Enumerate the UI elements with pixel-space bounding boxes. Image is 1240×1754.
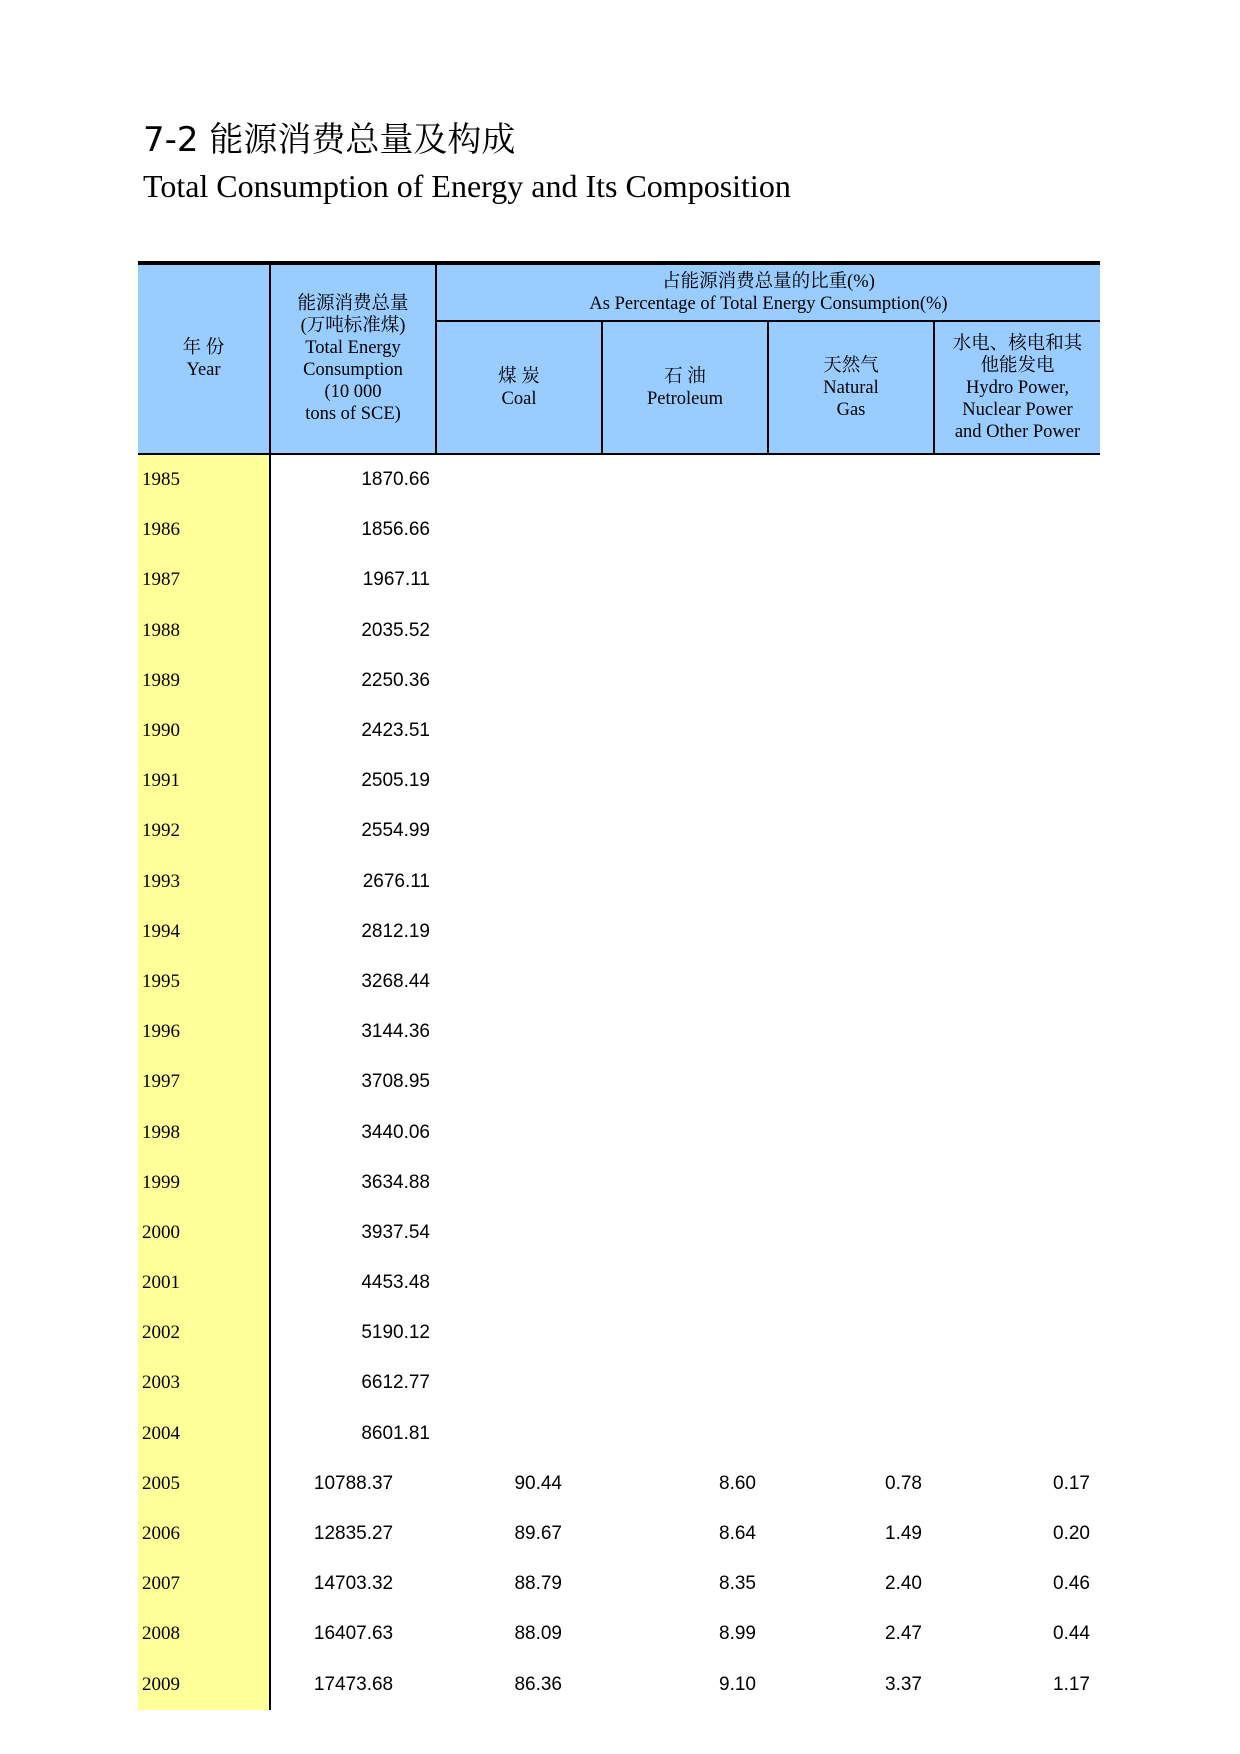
table-row: [138, 1459, 1100, 1509]
natural-gas-cell: 2.47: [885, 1623, 922, 1645]
header-coal: [436, 321, 602, 454]
petroleum-cell: [602, 706, 768, 756]
petroleum-cell: [602, 555, 768, 605]
header-total-line: Total Energy: [305, 338, 401, 358]
year-cell: 1995: [138, 957, 270, 1007]
header-petroleum-cn: 石 油: [664, 366, 706, 387]
total-energy-cell: 6612.77: [361, 1372, 430, 1394]
total-energy-cell: 16407.63: [313, 1623, 394, 1645]
table-row: [138, 454, 1100, 505]
year-cell: 1988: [138, 606, 270, 656]
year-cell: 2004: [138, 1409, 270, 1459]
petroleum-cell: [602, 1409, 768, 1459]
header-gas-line: Gas: [836, 399, 866, 420]
natural-gas-cell: [768, 857, 934, 907]
year-cell: 2000: [138, 1208, 270, 1258]
hydro-nuclear-cell: [934, 1107, 1100, 1157]
coal-cell: [436, 756, 602, 806]
coal-cell: [436, 1258, 602, 1308]
petroleum-cell: [602, 957, 768, 1007]
header-hydro-line: 水电、核电和其: [952, 333, 1083, 354]
petroleum-cell: [602, 656, 768, 706]
coal-cell: [436, 1107, 602, 1157]
natural-gas-cell: [768, 1308, 934, 1358]
table-row: [138, 1609, 1100, 1659]
petroleum-cell: [602, 1107, 768, 1157]
petroleum-cell: [602, 454, 768, 505]
natural-gas-cell: [768, 957, 934, 1007]
hydro-nuclear-cell: [934, 656, 1100, 706]
table-row: [138, 756, 1100, 806]
coal-cell: [436, 1158, 602, 1208]
hydro-nuclear-cell: [934, 907, 1100, 957]
table-row: [138, 1308, 1100, 1358]
hydro-nuclear-cell: 0.46: [1053, 1573, 1090, 1595]
header-hydro-line: Hydro Power,: [965, 377, 1070, 398]
year-cell: 1999: [138, 1158, 270, 1208]
coal-cell: [436, 857, 602, 907]
year-cell: 1993: [138, 857, 270, 907]
coal-cell: 88.79: [514, 1573, 562, 1595]
petroleum-cell: [602, 1057, 768, 1107]
header-total-line: Consumption: [303, 360, 403, 380]
header-year-cn: 年 份: [182, 338, 225, 358]
year-cell: 2002: [138, 1308, 270, 1358]
petroleum-cell: 9.10: [719, 1673, 756, 1695]
hydro-nuclear-cell: [934, 555, 1100, 605]
table-row: [138, 1057, 1100, 1107]
natural-gas-cell: 3.37: [885, 1673, 922, 1695]
petroleum-cell: [602, 1007, 768, 1057]
year-cell: 2005: [138, 1459, 270, 1509]
hydro-nuclear-cell: 0.44: [1053, 1623, 1090, 1645]
year-cell: 1998: [138, 1107, 270, 1157]
total-energy-cell: 2676.11: [362, 870, 430, 892]
coal-cell: 90.44: [514, 1472, 562, 1494]
natural-gas-cell: [768, 907, 934, 957]
petroleum-cell: [602, 1308, 768, 1358]
year-cell: 2006: [138, 1509, 270, 1559]
total-energy-cell: 17473.68: [313, 1673, 394, 1695]
header-hydro-line: 他能发电: [980, 355, 1055, 376]
table-row: [138, 1660, 1100, 1710]
header-percentage-group: [436, 263, 1100, 321]
natural-gas-cell: [768, 1258, 934, 1308]
coal-cell: [436, 606, 602, 656]
hydro-nuclear-cell: [934, 1358, 1100, 1408]
table-header: [138, 263, 1100, 454]
petroleum-cell: [602, 907, 768, 957]
natural-gas-cell: [768, 1208, 934, 1258]
table-row: [138, 1358, 1100, 1408]
hydro-nuclear-cell: 0.20: [1053, 1523, 1090, 1545]
table-row: [138, 1258, 1100, 1308]
coal-cell: [436, 1308, 602, 1358]
total-energy-cell: 3268.44: [361, 970, 430, 992]
total-energy-cell: 2035.52: [361, 619, 430, 641]
hydro-nuclear-cell: [934, 756, 1100, 806]
table-row: [138, 957, 1100, 1007]
table-row: [138, 1409, 1100, 1459]
natural-gas-cell: 1.49: [885, 1523, 922, 1545]
natural-gas-cell: [768, 656, 934, 706]
natural-gas-cell: [768, 1107, 934, 1157]
coal-cell: [436, 1057, 602, 1107]
total-energy-cell: 14703.32: [313, 1573, 394, 1595]
petroleum-cell: 8.99: [719, 1623, 756, 1645]
table-body: [138, 454, 1100, 1710]
natural-gas-cell: [768, 505, 934, 555]
header-total-line: 能源消费总量: [297, 294, 409, 314]
total-energy-cell: 8601.81: [361, 1422, 430, 1444]
table-row: [138, 606, 1100, 656]
coal-cell: [436, 957, 602, 1007]
hydro-nuclear-cell: [934, 1308, 1100, 1358]
hydro-nuclear-cell: [934, 1208, 1100, 1258]
table-row: [138, 505, 1100, 555]
header-petroleum-en: Petroleum: [646, 388, 724, 409]
header-total-line: tons of SCE): [305, 404, 401, 424]
petroleum-cell: [602, 1358, 768, 1408]
hydro-nuclear-cell: [934, 857, 1100, 907]
hydro-nuclear-cell: [934, 806, 1100, 856]
total-energy-cell: 1856.66: [361, 519, 430, 541]
total-energy-cell: 3440.06: [361, 1121, 430, 1143]
coal-cell: 89.67: [514, 1523, 562, 1545]
table-row: [138, 1158, 1100, 1208]
table-row: [138, 806, 1100, 856]
coal-cell: 86.36: [514, 1673, 562, 1695]
header-gas-line: Natural: [823, 377, 879, 398]
year-cell: 1992: [138, 806, 270, 856]
table-row: [138, 1007, 1100, 1057]
hydro-nuclear-cell: [934, 1057, 1100, 1107]
natural-gas-cell: [768, 1007, 934, 1057]
petroleum-cell: [602, 1258, 768, 1308]
coal-cell: [436, 505, 602, 555]
year-cell: 1986: [138, 505, 270, 555]
natural-gas-cell: [768, 555, 934, 605]
year-cell: 1990: [138, 706, 270, 756]
petroleum-cell: [602, 1208, 768, 1258]
header-pct-en: As Percentage of Total Energy Consumption(%): [589, 293, 948, 314]
coal-cell: [436, 1007, 602, 1057]
natural-gas-cell: 0.78: [885, 1472, 922, 1494]
header-petroleum: [602, 321, 768, 454]
energy-consumption-table: [138, 261, 1100, 1710]
natural-gas-cell: [768, 706, 934, 756]
natural-gas-cell: [768, 606, 934, 656]
page-title-cn: 7-2 能源消费总量及构成: [143, 120, 516, 160]
year-cell: 2008: [138, 1609, 270, 1659]
coal-cell: [436, 706, 602, 756]
year-cell: 1996: [138, 1007, 270, 1057]
total-energy-cell: 2505.19: [361, 770, 430, 792]
year-cell: 1985: [138, 454, 270, 505]
natural-gas-cell: [768, 1057, 934, 1107]
year-cell: 1987: [138, 555, 270, 605]
header-gas-line: 天然气: [823, 355, 879, 376]
total-energy-cell: 12835.27: [313, 1523, 394, 1545]
coal-cell: [436, 806, 602, 856]
table-row: [138, 555, 1100, 605]
year-cell: 2003: [138, 1358, 270, 1408]
natural-gas-cell: 2.40: [885, 1573, 922, 1595]
total-energy-cell: 5190.12: [361, 1322, 430, 1344]
petroleum-cell: 8.60: [719, 1472, 756, 1494]
total-energy-cell: 1967.11: [362, 569, 430, 591]
petroleum-cell: [602, 756, 768, 806]
total-energy-cell: 10788.37: [313, 1472, 394, 1494]
natural-gas-cell: [768, 806, 934, 856]
total-energy-cell: 3634.88: [361, 1171, 430, 1193]
coal-cell: [436, 1409, 602, 1459]
table-row: [138, 857, 1100, 907]
year-cell: 2009: [138, 1660, 270, 1710]
header-total-energy: [270, 263, 436, 454]
header-year: [138, 263, 270, 454]
coal-cell: [436, 1358, 602, 1408]
hydro-nuclear-cell: [934, 1258, 1100, 1308]
total-energy-cell: 3708.95: [361, 1071, 430, 1093]
header-coal-cn: 煤 炭: [498, 366, 540, 387]
year-cell: 2001: [138, 1258, 270, 1308]
petroleum-cell: [602, 1158, 768, 1208]
total-energy-cell: 2812.19: [361, 920, 430, 942]
table-row: [138, 656, 1100, 706]
petroleum-cell: 8.64: [719, 1523, 756, 1545]
coal-cell: [436, 656, 602, 706]
coal-cell: [436, 454, 602, 505]
header-coal-en: Coal: [501, 388, 537, 409]
petroleum-cell: 8.35: [719, 1573, 756, 1595]
page-title-en: Total Consumption of Energy and Its Composition: [143, 168, 791, 204]
coal-cell: [436, 555, 602, 605]
hydro-nuclear-cell: [934, 454, 1100, 505]
header-hydro-line: Nuclear Power: [962, 399, 1073, 420]
petroleum-cell: [602, 505, 768, 555]
natural-gas-cell: [768, 454, 934, 505]
natural-gas-cell: [768, 1409, 934, 1459]
total-energy-cell: 3937.54: [361, 1221, 430, 1243]
table-row: [138, 1559, 1100, 1609]
petroleum-cell: [602, 806, 768, 856]
table-row: [138, 1509, 1100, 1559]
total-energy-cell: 4453.48: [361, 1272, 430, 1294]
hydro-nuclear-cell: [934, 505, 1100, 555]
table-row: [138, 706, 1100, 756]
year-cell: 2007: [138, 1559, 270, 1609]
total-energy-cell: 2423.51: [361, 720, 430, 742]
table-row: [138, 907, 1100, 957]
year-cell: 1991: [138, 756, 270, 806]
header-hydro-line: and Other Power: [954, 421, 1081, 442]
header-total-line: (万吨标准煤): [300, 316, 406, 336]
table-row: [138, 1107, 1100, 1157]
petroleum-cell: [602, 606, 768, 656]
hydro-nuclear-cell: 0.17: [1053, 1472, 1090, 1494]
hydro-nuclear-cell: [934, 957, 1100, 1007]
coal-cell: 88.09: [514, 1623, 562, 1645]
header-natural-gas: [768, 321, 934, 454]
header-year-en: Year: [186, 360, 221, 380]
petroleum-cell: [602, 857, 768, 907]
total-energy-cell: 2554.99: [361, 820, 430, 842]
total-energy-cell: 2250.36: [361, 669, 430, 691]
coal-cell: [436, 1208, 602, 1258]
hydro-nuclear-cell: [934, 1158, 1100, 1208]
hydro-nuclear-cell: [934, 1409, 1100, 1459]
natural-gas-cell: [768, 1158, 934, 1208]
energy-table-container: [138, 261, 1099, 1710]
total-energy-cell: 1870.66: [361, 469, 430, 491]
year-cell: 1997: [138, 1057, 270, 1107]
hydro-nuclear-cell: 1.17: [1053, 1673, 1090, 1695]
hydro-nuclear-cell: [934, 1007, 1100, 1057]
hydro-nuclear-cell: [934, 606, 1100, 656]
hydro-nuclear-cell: [934, 706, 1100, 756]
coal-cell: [436, 907, 602, 957]
header-pct-cn: 占能源消费总量的比重(%): [662, 271, 875, 292]
header-total-line: (10 000: [324, 382, 382, 402]
year-cell: 1989: [138, 656, 270, 706]
total-energy-cell: 3144.36: [361, 1021, 430, 1043]
natural-gas-cell: [768, 1358, 934, 1408]
year-cell: 1994: [138, 907, 270, 957]
natural-gas-cell: [768, 756, 934, 806]
table-row: [138, 1208, 1100, 1258]
header-hydro-nuclear: [934, 321, 1100, 454]
